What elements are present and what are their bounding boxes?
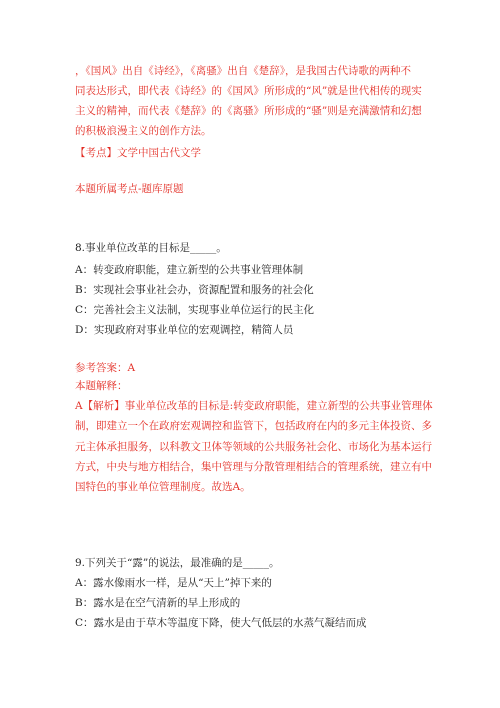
q9-option-b: B：露水是在空气清新的早上形成的: [75, 597, 241, 609]
q8-option-a: A：转变政府职能，建立新型的公共事业管理体制: [75, 264, 304, 276]
q9-option-a: A：露水像雨水一样，是从“天上”掉下来的: [75, 577, 272, 589]
q8-explanation-line-3: 元主体承担服务，以科教文卫体等领域的公共服务社会化、市场化为基本运行: [75, 441, 432, 453]
q9-option-c: C：露水是由于草木等温度下降，使大气低层的水蒸气凝结而成: [75, 617, 367, 629]
q8-explanation-line-1: A【解析】事业单位改革的目标是:转变政府职能，建立新型的公共事业管理体: [75, 400, 433, 412]
q8-explanation-line-5: 国特色的事业单位管理制度。故选A。: [75, 481, 251, 493]
q7-explanation-line-3: 主义的精神，而代表《楚辞》的《离骚》所形成的“骚”则是充满激情和幻想: [75, 105, 422, 117]
q7-explanation-line-1: ，《国风》出自《诗经》，《离骚》出自《楚辞》，是我国古代诗歌的两种不: [75, 65, 411, 77]
q7-explanation-line-4: 的积极浪漫主义的创作方法。: [75, 125, 212, 137]
q9-stem: 9.下列关于“露”的说法，最准确的是_____。: [75, 557, 280, 569]
q8-option-d: D：实现政府对事业单位的宏观调控，精简人员: [75, 324, 294, 336]
q7-source-note: 本题所属考点-题库原题: [75, 183, 184, 195]
q8-explanation-line-4: 方式，中央与地方相结合，集中管理与分散管理相结合的管理系统，建立有中: [75, 461, 432, 473]
q8-answer: 参考答案：A: [75, 362, 136, 374]
q8-explanation-line-2: 制，即建立一个在政府宏观调控和监管下，包括政府在内的多元主体投资、多: [75, 420, 432, 432]
q8-stem: 8.事业单位改革的目标是_____。: [75, 242, 227, 254]
q8-explanation-heading: 本题解释：: [75, 380, 128, 392]
q7-keypoint: 【考点】文学中国古代文学: [75, 147, 201, 159]
q7-explanation-line-2: 同表达形式，即代表《诗经》的《国风》所形成的“风”就是世代相传的现实: [75, 85, 422, 97]
q8-option-b: B：实现社会事业社会办，资源配置和服务的社会化: [75, 284, 314, 296]
q8-option-c: C：完善社会主义法制，实现事业单位运行的民主化: [75, 304, 315, 316]
